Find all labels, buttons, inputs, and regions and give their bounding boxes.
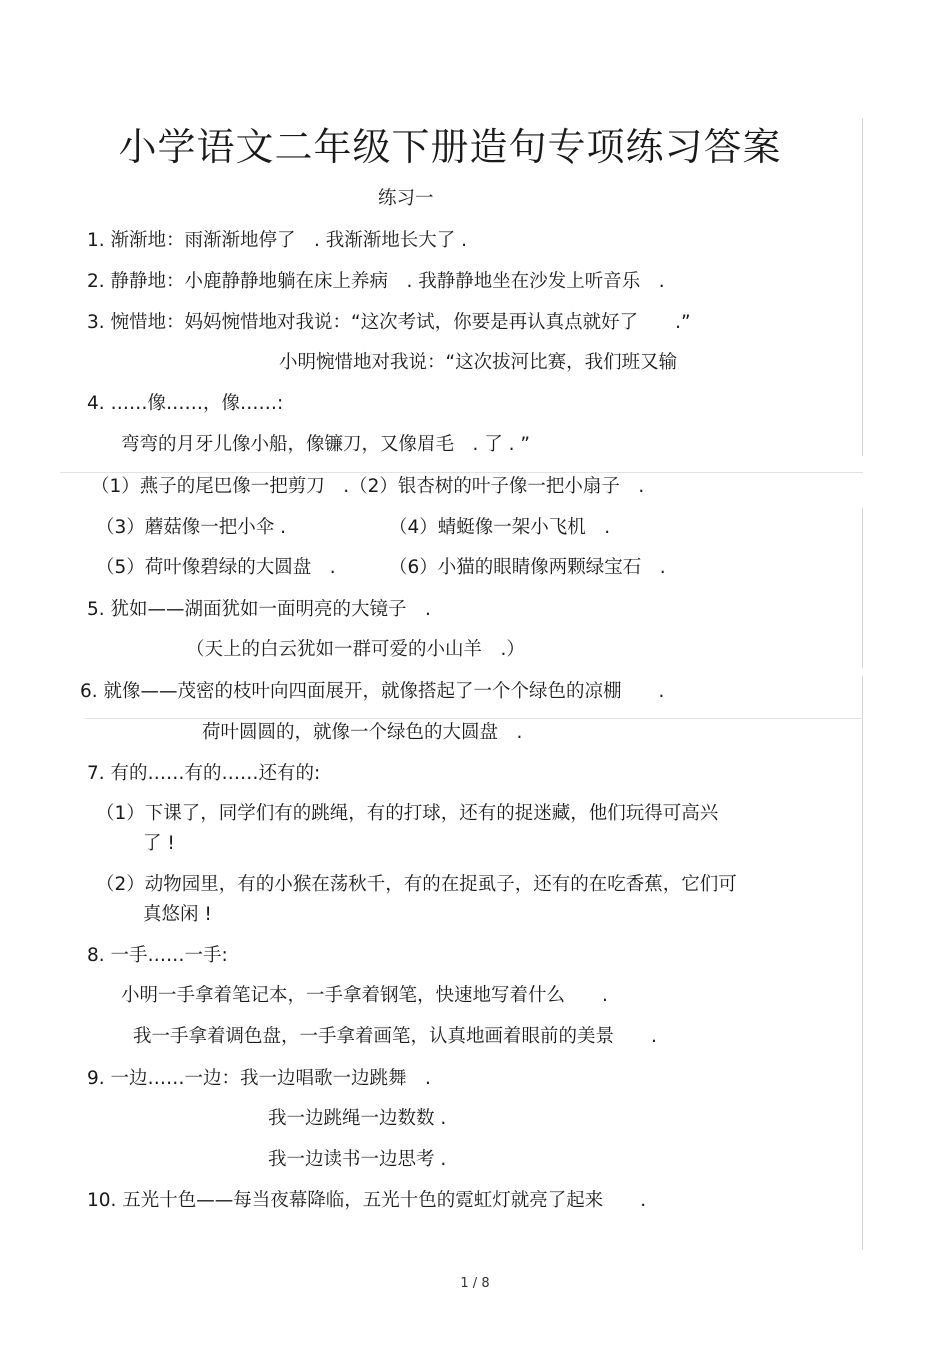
answer-line: 4. ……像……，像……:	[87, 393, 284, 414]
document-title: 小学语文二年级下册造句专项练习答案	[118, 125, 782, 169]
answer-line: 5. 犹如——湖面犹如一面明亮的大镜子 .	[87, 599, 431, 620]
answer-line: 荷叶圆圆的，就像一个绿色的大圆盘 .	[202, 722, 523, 743]
answer-line: （6）小猫的眼睛像两颗绿宝石 .	[389, 557, 666, 578]
answer-line: （4）蜻蜓像一架小飞机 .	[389, 517, 611, 538]
answer-line: 了 !	[143, 833, 175, 854]
scan-seam-line	[85, 718, 863, 719]
answer-line: 1. 渐渐地：雨渐渐地停了 . 我渐渐地长大了 .	[87, 230, 468, 251]
page-number: 1 / 8	[460, 1276, 490, 1291]
answer-line: （1）下课了，同学们有的跳绳，有的打球，还有的捉迷藏，他们玩得可高兴	[96, 803, 719, 824]
answer-line: 真悠闲 !	[143, 904, 212, 925]
answer-line: （5）荷叶像碧绿的大圆盘 .	[96, 557, 336, 578]
scan-seam-line	[60, 472, 863, 473]
answer-line: 小明一手拿着笔记本，一手拿着钢笔，快速地写着什么 .	[121, 985, 608, 1006]
answer-line: 我一边跳绳一边数数 .	[268, 1108, 447, 1129]
answer-line: 小明惋惜地对我说：“这次拔河比赛，我们班又输	[279, 352, 678, 373]
answer-line: 8. 一手……一手:	[87, 945, 228, 966]
answer-line: （3）蘑菇像一把小伞 .	[96, 517, 287, 538]
answer-line: 我一手拿着调色盘，一手拿着画笔，认真地画着眼前的美景 .	[133, 1026, 657, 1047]
scan-edge-line	[862, 676, 863, 1250]
exercise-heading: 练习一	[378, 188, 434, 209]
answer-line: 7. 有的……有的……还有的:	[87, 763, 321, 784]
answer-line: （2）动物园里，有的小猴在荡秋千，有的在捉虱子，还有的在吃香蕉，它们可	[96, 874, 737, 895]
answer-line: 3. 惋惜地：妈妈惋惜地对我说：“这次考试，你要是再认真点就好了 .”	[87, 312, 691, 333]
answer-line: 6. 就像——茂密的枝叶向四面展开，就像搭起了一个个绿色的凉棚 .	[80, 681, 665, 702]
scan-edge-line	[862, 508, 863, 668]
answer-line: 2. 静静地：小鹿静静地躺在床上养病 . 我静静地坐在沙发上听音乐 .	[87, 271, 665, 292]
answer-line: （1）燕子的尾巴像一把剪刀 .（2）银杏树的叶子像一把小扇子 .	[91, 476, 645, 497]
answer-line: 10. 五光十色——每当夜幕降临，五光十色的霓虹灯就亮了起来 .	[87, 1190, 647, 1211]
answer-line: （天上的白云犹如一群可爱的小山羊 .）	[186, 639, 525, 660]
answer-line: 我一边读书一边思考 .	[268, 1149, 447, 1170]
answer-line: 9. 一边……一边：我一边唱歌一边跳舞 .	[87, 1068, 431, 1089]
answer-line: 弯弯的月牙儿像小船，像镰刀，又像眉毛 . 了 . ”	[121, 434, 530, 455]
